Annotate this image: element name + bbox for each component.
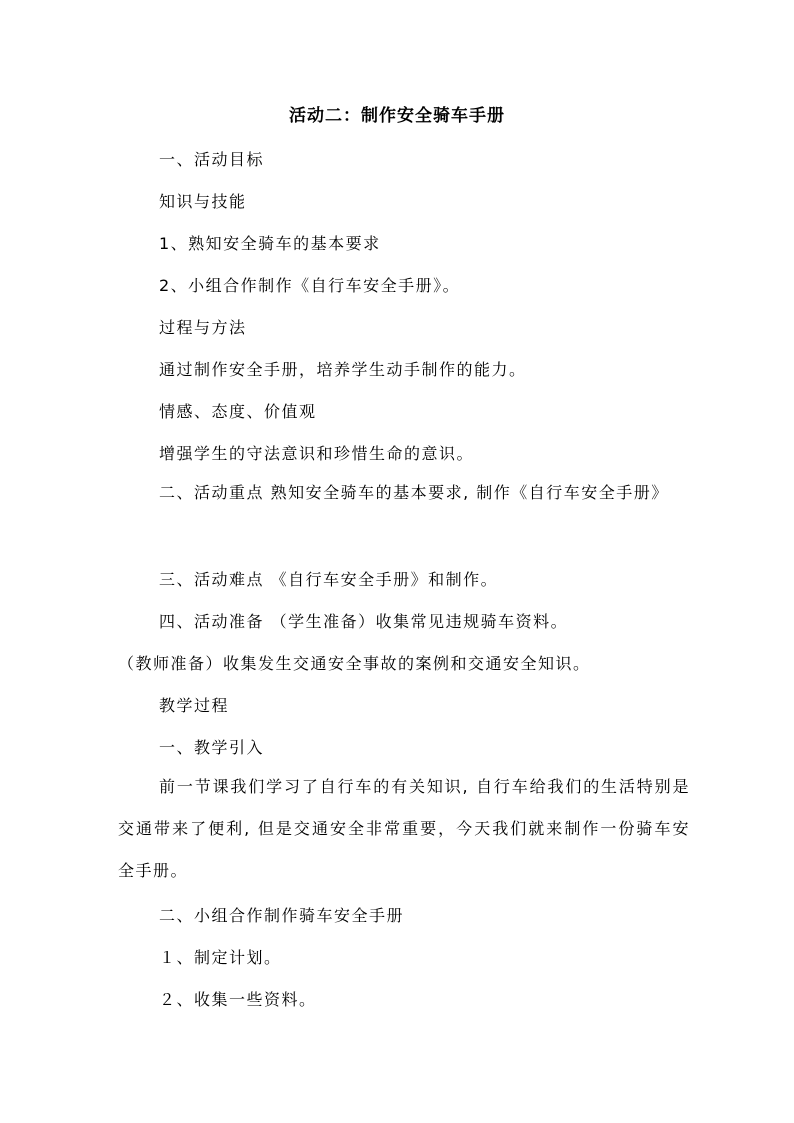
teacher-preparation: （教师准备）收集发生交通安全事故的案例和交通安全知识。 <box>118 654 591 673</box>
heading-group-work: 二、小组合作制作骑车安全手册 <box>159 906 405 925</box>
objective-item-1: 1、熟知安全骑车的基本要求 <box>159 234 381 253</box>
emotion-attitude-text: 增强学生的守法意识和珍惜生命的意识。 <box>159 444 475 463</box>
heading-introduction: 一、教学引入 <box>159 738 265 757</box>
section-preparation: 四、活动准备 （学生准备）收集常见违规骑车资料。 <box>159 612 569 631</box>
subheading-knowledge-skills: 知识与技能 <box>159 192 247 211</box>
objective-item-2: 2、小组合作制作《自行车安全手册》。 <box>159 276 461 295</box>
process-method-text: 通过制作安全手册，培养学生动手制作的能力。 <box>159 360 527 379</box>
subheading-emotion-attitude: 情感、态度、价值观 <box>159 402 317 421</box>
document-title: 活动二：制作安全骑车手册 <box>289 106 505 126</box>
section-heading-objectives: 一、活动目标 <box>159 150 265 169</box>
step-item-1: １、制定计划。 <box>159 948 282 967</box>
section-key-point: 二、活动重点 熟知安全骑车的基本要求, 制作《自行车安全手册》 <box>159 483 669 502</box>
heading-teaching-process: 教学过程 <box>159 696 230 715</box>
section-difficult-point: 三、活动难点 《自行车安全手册》和制作。 <box>159 570 499 589</box>
introduction-paragraph: 前一节课我们学习了自行车的有关知识, 自行车给我们的生活特别是交通带来了便利, 但是交通安全非常重要，今天我们就来制作一份骑车安全手册。 <box>118 777 690 880</box>
step-item-2: ２、收集一些资料。 <box>159 990 317 1009</box>
subheading-process-method: 过程与方法 <box>159 318 247 337</box>
